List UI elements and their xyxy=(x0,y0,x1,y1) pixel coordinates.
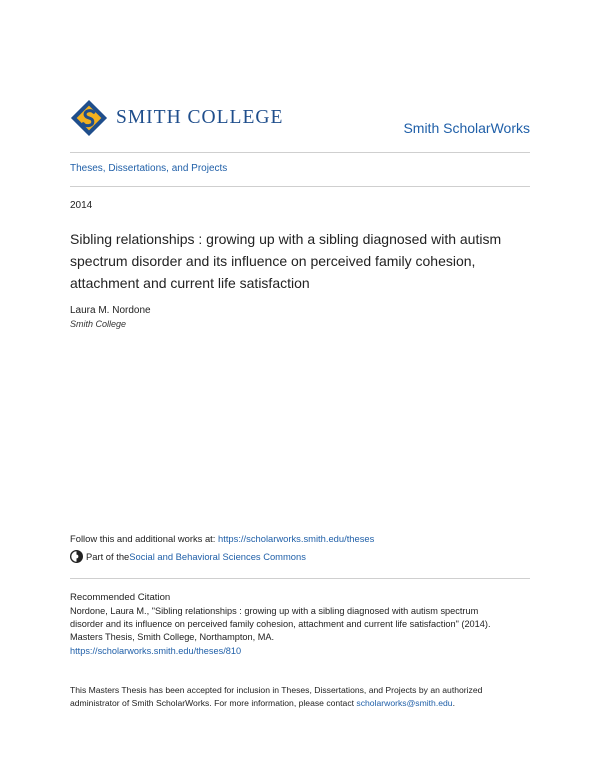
footer-text: . xyxy=(452,697,455,708)
footer-line xyxy=(70,697,540,710)
institution-name: SMITH COLLEGE xyxy=(116,107,284,128)
smith-scholarworks-link[interactable]: Smith ScholarWorks xyxy=(403,120,530,136)
thesis-title: Sibling relationships : growing up with a sibling diagnosed with autism spectrum disorder and its influence on perceived family cohesion, attachment and current life satisfaction xyxy=(70,231,502,291)
citation-url-link[interactable]: https://scholarworks.smith.edu/theses/810 xyxy=(70,645,242,656)
author-name: Laura M. Nordone xyxy=(70,305,151,316)
smith-college-crest-icon xyxy=(70,99,108,137)
footer-notice xyxy=(70,684,540,709)
footer-line: This Masters Thesis has been accepted for inclusion in Theses, Dissertations, and Projects by an authorized xyxy=(70,685,483,695)
smith-college-logo[interactable] xyxy=(70,98,283,138)
follow-text: Follow this and additional works at: xyxy=(70,533,218,544)
citation-line: disorder and its influence on perceived family cohesion, attachment and current life satisfaction" (2014). xyxy=(70,619,491,630)
citation-line: Nordone, Laura M., "Sibling relationships : growing up with a sibling diagnosed with autism spectrum xyxy=(70,606,479,616)
collection-link[interactable]: Theses, Dissertations, and Projects xyxy=(70,163,228,174)
divider xyxy=(70,152,530,153)
contact-email-link[interactable]: scholarworks@smith.edu xyxy=(356,697,453,708)
follow-line xyxy=(70,533,374,544)
publication-year: 2014 xyxy=(70,200,93,211)
citation-line: Masters Thesis, Smith College, Northampton, MA. xyxy=(70,632,275,643)
divider xyxy=(70,578,530,579)
part-of-text: Part of the xyxy=(86,551,130,562)
header xyxy=(70,96,530,146)
part-of-line xyxy=(70,550,306,563)
commons-link[interactable]: Social and Behavioral Sciences Commons xyxy=(129,551,306,562)
commons-network-icon xyxy=(70,550,83,563)
author-affiliation: Smith College xyxy=(70,319,127,329)
footer-text: administrator of Smith ScholarWorks. For more information, please contact xyxy=(70,697,357,708)
citation-block xyxy=(70,605,530,658)
divider xyxy=(70,186,530,187)
follow-link[interactable]: https://scholarworks.smith.edu/theses xyxy=(218,533,375,544)
citation-heading: Recommended Citation xyxy=(70,592,171,603)
